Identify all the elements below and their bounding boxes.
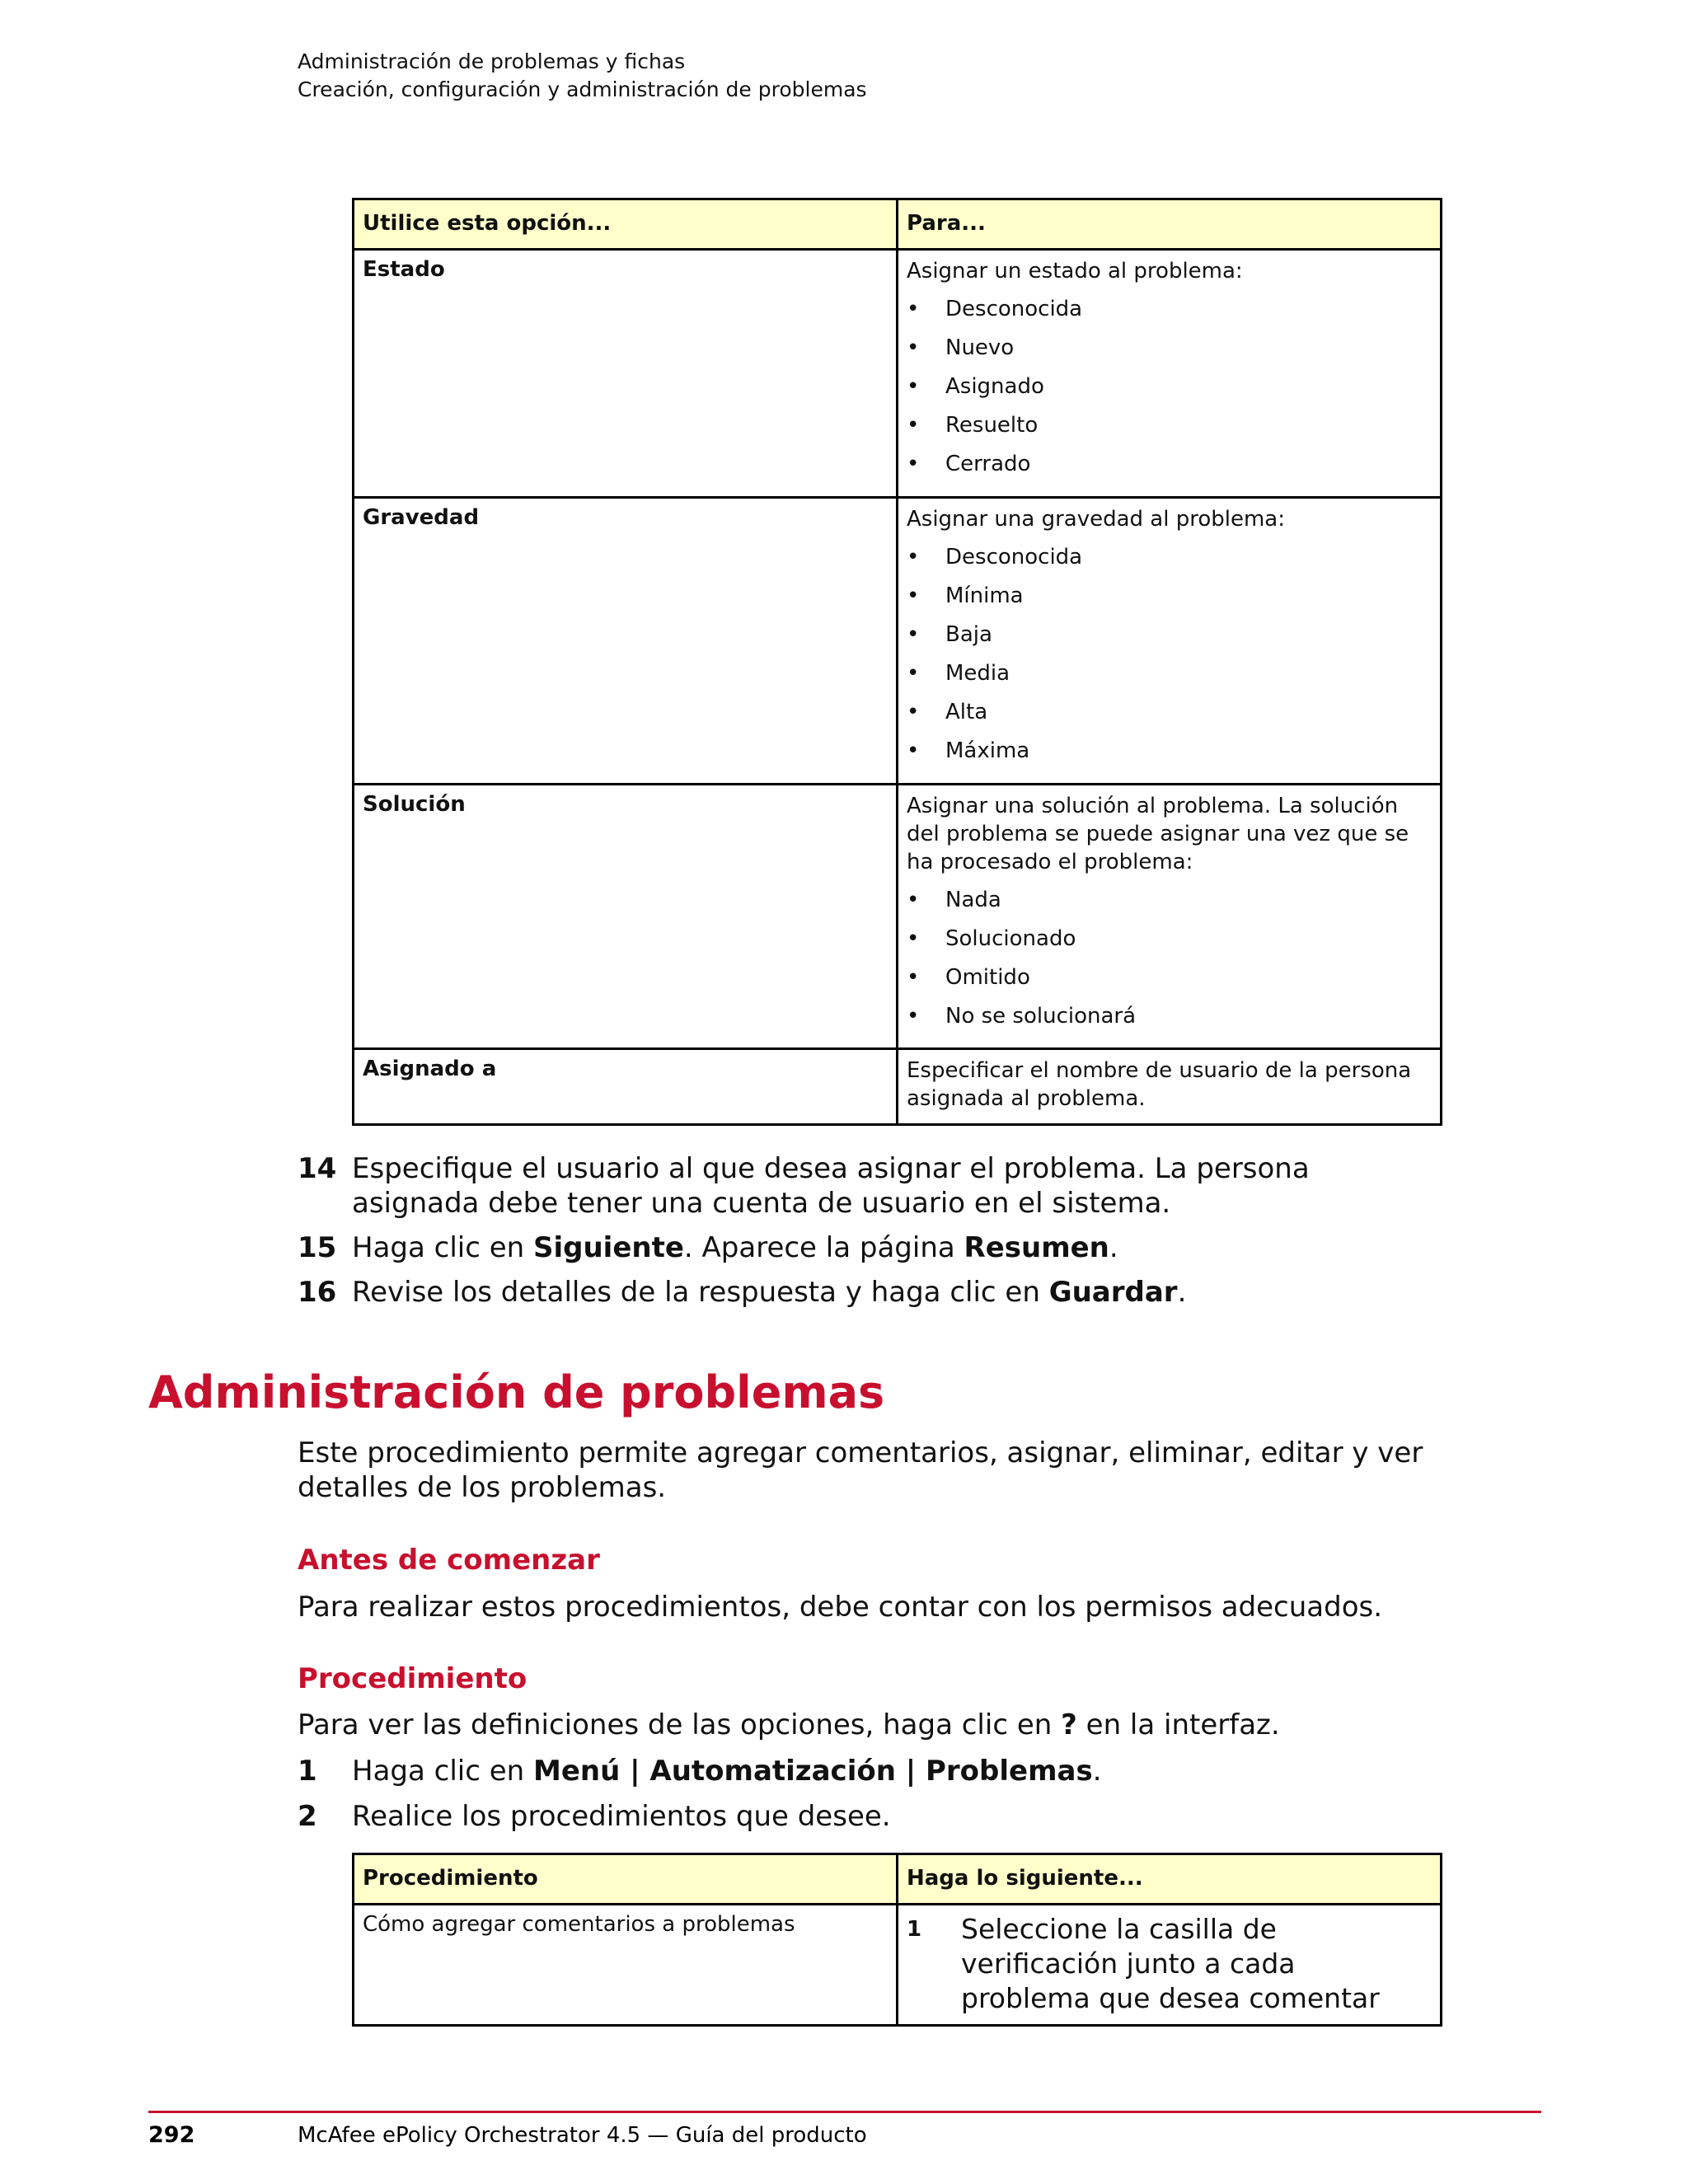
option-name: Gravedad bbox=[354, 498, 898, 785]
ui-term-resumen: Resumen bbox=[964, 1231, 1109, 1264]
list-item: • Desconocida bbox=[907, 543, 1432, 572]
options-table bbox=[352, 198, 1442, 1126]
step-number: 14 bbox=[298, 1152, 337, 1185]
option-description bbox=[898, 498, 1442, 785]
ui-term-guardar: Guardar bbox=[1048, 1276, 1178, 1309]
step-number: 16 bbox=[298, 1276, 337, 1309]
menu-path: Menú | Automatización | Problemas bbox=[533, 1755, 1093, 1788]
procedure-intro bbox=[298, 1708, 1443, 1742]
procedure-intro-pre: Para ver las definiciones de las opciones, haga clic en bbox=[298, 1708, 1062, 1741]
list-item: • Cerrado bbox=[907, 450, 1432, 479]
option-description bbox=[898, 1049, 1442, 1125]
procedure-intro-post: en la interfaz. bbox=[1076, 1708, 1280, 1741]
step-text-pre: Revise los detalles de la respuesta y haga clic en bbox=[352, 1276, 1049, 1309]
step-16 bbox=[298, 1275, 1440, 1310]
list-item: • Media bbox=[907, 659, 1432, 688]
option-lead: Asignar una solución al problema. La solución del problema se puede asignar una vez que se ha procesado el problema: bbox=[907, 794, 1409, 874]
option-description bbox=[898, 250, 1442, 498]
footer-title: McAfee ePolicy Orchestrator 4.5 — Guía del producto bbox=[298, 2123, 867, 2148]
step-number: 1 bbox=[907, 1917, 922, 1942]
list-item: • Mínima bbox=[907, 582, 1432, 611]
procedure-instructions bbox=[898, 1905, 1442, 2026]
list-item: • Omitido bbox=[907, 963, 1432, 992]
table-row bbox=[354, 1049, 1442, 1125]
step-text-post: . bbox=[1109, 1231, 1118, 1264]
procedure-heading: Procedimiento bbox=[298, 1662, 528, 1695]
steps-list bbox=[298, 1151, 1440, 1310]
list-item: • Asignado bbox=[907, 373, 1432, 401]
running-header bbox=[298, 48, 867, 104]
running-header-chapter: Administración de problemas y fichas bbox=[298, 49, 686, 73]
before-heading: Antes de comenzar bbox=[298, 1544, 600, 1577]
step-text-pre: Haga clic en bbox=[352, 1231, 533, 1264]
step-number: 1 bbox=[298, 1755, 317, 1788]
table-row bbox=[354, 1905, 1442, 2026]
column-header-instructions: Haga lo siguiente... bbox=[898, 1854, 1442, 1905]
list-item: • Alta bbox=[907, 698, 1432, 727]
step-15 bbox=[298, 1230, 1440, 1265]
procedure-name: Cómo agregar comentarios a problemas bbox=[354, 1905, 898, 2026]
procedure-steps bbox=[298, 1754, 1440, 1834]
step-number: 2 bbox=[298, 1800, 317, 1833]
step-text-post: . bbox=[1092, 1755, 1102, 1788]
ui-term-siguiente: Siguiente bbox=[533, 1231, 684, 1264]
step-text bbox=[352, 1230, 1440, 1265]
list-item: • Nada bbox=[907, 886, 1432, 915]
running-header-section: Creación, configuración y administración de problemas bbox=[298, 77, 867, 101]
option-values-list bbox=[907, 886, 1432, 1031]
help-question-mark: ? bbox=[1061, 1708, 1077, 1741]
list-item: • Solucionado bbox=[907, 925, 1432, 954]
before-text: Para realizar estos procedimientos, debe contar con los permisos adecuados. bbox=[298, 1591, 1383, 1624]
option-values-list bbox=[907, 295, 1432, 479]
section-intro: Este procedimiento permite agregar comentarios, asignar, eliminar, editar y ver detalles de los problemas. bbox=[298, 1436, 1423, 1504]
option-name: Solución bbox=[354, 785, 898, 1049]
step-text-mid: . Aparece la página bbox=[683, 1231, 964, 1264]
procedure-step-1 bbox=[298, 1754, 1440, 1788]
list-item: • Resuelto bbox=[907, 411, 1432, 440]
option-name: Estado bbox=[354, 250, 898, 498]
step-number: 15 bbox=[298, 1231, 337, 1264]
option-description bbox=[898, 785, 1442, 1049]
step-text: Seleccione la casilla de verificación junto a cada problema que desea comentar bbox=[961, 1913, 1380, 2014]
table-row bbox=[354, 250, 1442, 498]
procedures-table-header bbox=[354, 1854, 1442, 1905]
procedure-instruction-step bbox=[907, 1912, 1432, 2016]
list-item: • Máxima bbox=[907, 737, 1432, 766]
step-text: Realice los procedimientos que desee. bbox=[352, 1800, 891, 1833]
procedures-table bbox=[352, 1853, 1442, 2027]
step-text bbox=[352, 1275, 1440, 1310]
table-row bbox=[354, 785, 1442, 1049]
list-item: • Desconocida bbox=[907, 295, 1432, 324]
step-text-post: . bbox=[1177, 1276, 1187, 1309]
option-name: Asignado a bbox=[354, 1049, 898, 1125]
section-title: Administración de problemas bbox=[148, 1366, 885, 1418]
column-header-option: Utilice esta opción... bbox=[354, 199, 898, 250]
column-header-procedure: Procedimiento bbox=[354, 1854, 898, 1905]
option-lead: Asignar una gravedad al problema: bbox=[907, 507, 1285, 532]
step-text bbox=[352, 1754, 1440, 1788]
list-item: • Baja bbox=[907, 621, 1432, 649]
footer-divider bbox=[148, 2111, 1541, 2113]
option-lead: Especificar el nombre de usuario de la persona asignada al problema. bbox=[907, 1058, 1412, 1111]
options-table-header bbox=[354, 199, 1442, 250]
option-values-list bbox=[907, 543, 1432, 766]
step-text: Especifique el usuario al que desea asignar el problema. La persona asignada debe tener una cuenta de usuario en el sistema. bbox=[352, 1152, 1310, 1220]
procedure-step-2 bbox=[298, 1799, 1440, 1834]
page-number: 292 bbox=[148, 2122, 195, 2148]
column-header-purpose: Para... bbox=[898, 199, 1442, 250]
step-14 bbox=[298, 1151, 1440, 1221]
table-row bbox=[354, 498, 1442, 785]
option-lead: Asignar un estado al problema: bbox=[907, 259, 1243, 284]
list-item: • Nuevo bbox=[907, 334, 1432, 363]
step-text-pre: Haga clic en bbox=[352, 1755, 533, 1788]
list-item: • No se solucionará bbox=[907, 1002, 1432, 1031]
